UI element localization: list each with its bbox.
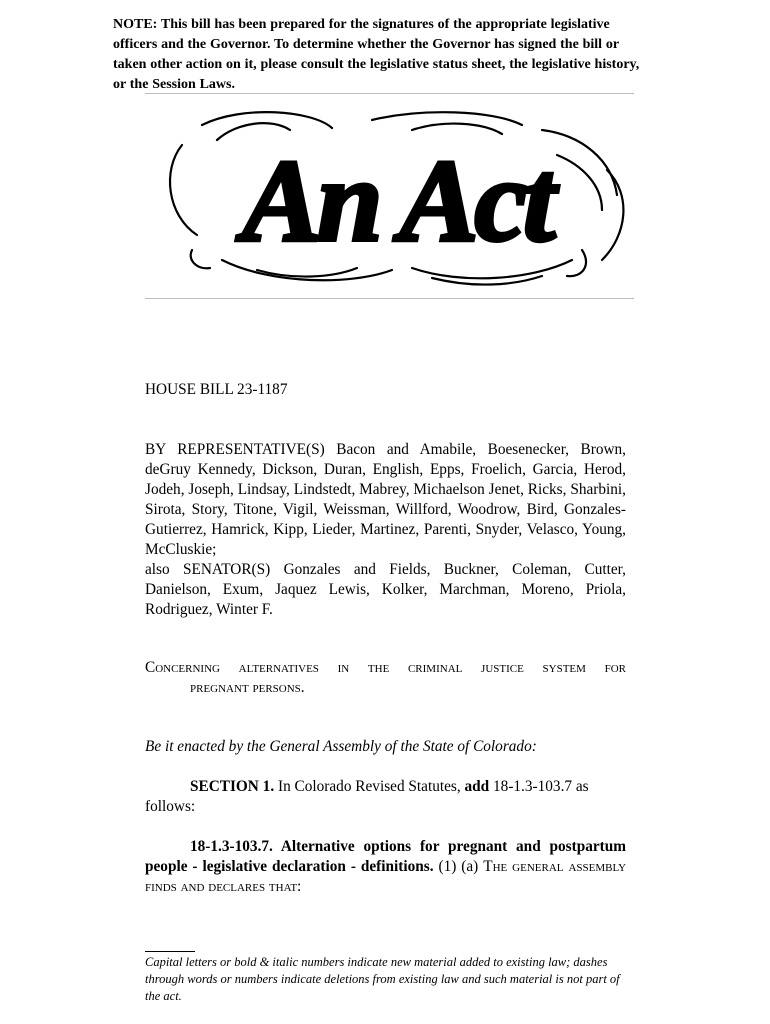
an-act-banner — [162, 100, 632, 292]
status-note: NOTE: This bill has been prepared for the signatures of the appropriate legislative officers and the Governor. To determine whether the Governor has signed the bill or taken other action on it, please consult the legislative status sheet, the legislative history, or the Session Laws. — [113, 17, 640, 92]
banner-title: An Act — [242, 135, 552, 266]
representatives-list: BY REPRESENTATIVE(S) Bacon and Amabile, Boesenecker, Brown, deGruy Kennedy, Dickson, Duran, English, Epps, Froelich, Garcia, Herod, Jodeh, Joseph, Lindsay, Lindstedt, Mabrey, Michaelson Jenet, Ricks, Sharbini, Sirota, Story, Titone, Vigil, Weissman, Willford, Woodrow, Bird, Gonzales-Gutierrez, Hamrick, Kipp, Lieder, Martinez, Parenti, Snyder, Velasco, Young, McCluskie; — [145, 441, 626, 558]
section-1 — [145, 777, 626, 817]
sponsors-block — [145, 440, 626, 620]
senators-list: also SENATOR(S) Gonzales and Fields, Buckner, Coleman, Cutter, Danielson, Exum, Jaquez Lewis, Kolker, Marchman, Moreno, Priola, Rodriguez, Winter F. — [145, 561, 626, 618]
banner-top-rule — [145, 93, 634, 94]
bill-title-line-1: Concerning alternatives in the criminal justice system for — [145, 659, 626, 676]
section-1-action: add — [464, 778, 490, 795]
footnote: Capital letters or bold & italic numbers indicate new material added to existing law; dashes through words or numbers indicate deletions from existing law and such material is not part of the act. — [145, 955, 620, 1003]
statute-marker: (1) (a) — [438, 858, 479, 875]
statute-text: The general assembly finds and declares that: — [145, 858, 627, 895]
statute-heading: 18-1.3-103.7. Alternative options for pregnant and postpartum people - legislative declaration - definitions. — [145, 838, 626, 875]
section-1-text-b: 18-1.3-103.7 as follows: — [145, 778, 589, 815]
bill-number: HOUSE BILL 23-1187 — [145, 381, 288, 398]
enacting-clause: Be it enacted by the General Assembly of the State of Colorado: — [145, 738, 537, 755]
banner-bottom-rule — [145, 298, 634, 299]
bill-title-line-2: pregnant persons. — [190, 679, 305, 696]
statute-section — [145, 837, 626, 897]
footnote-rule — [145, 951, 195, 952]
bill-title — [145, 658, 626, 698]
section-1-label: SECTION 1. — [190, 778, 275, 795]
section-1-text-a: In Colorado Revised Statutes, — [277, 778, 461, 795]
